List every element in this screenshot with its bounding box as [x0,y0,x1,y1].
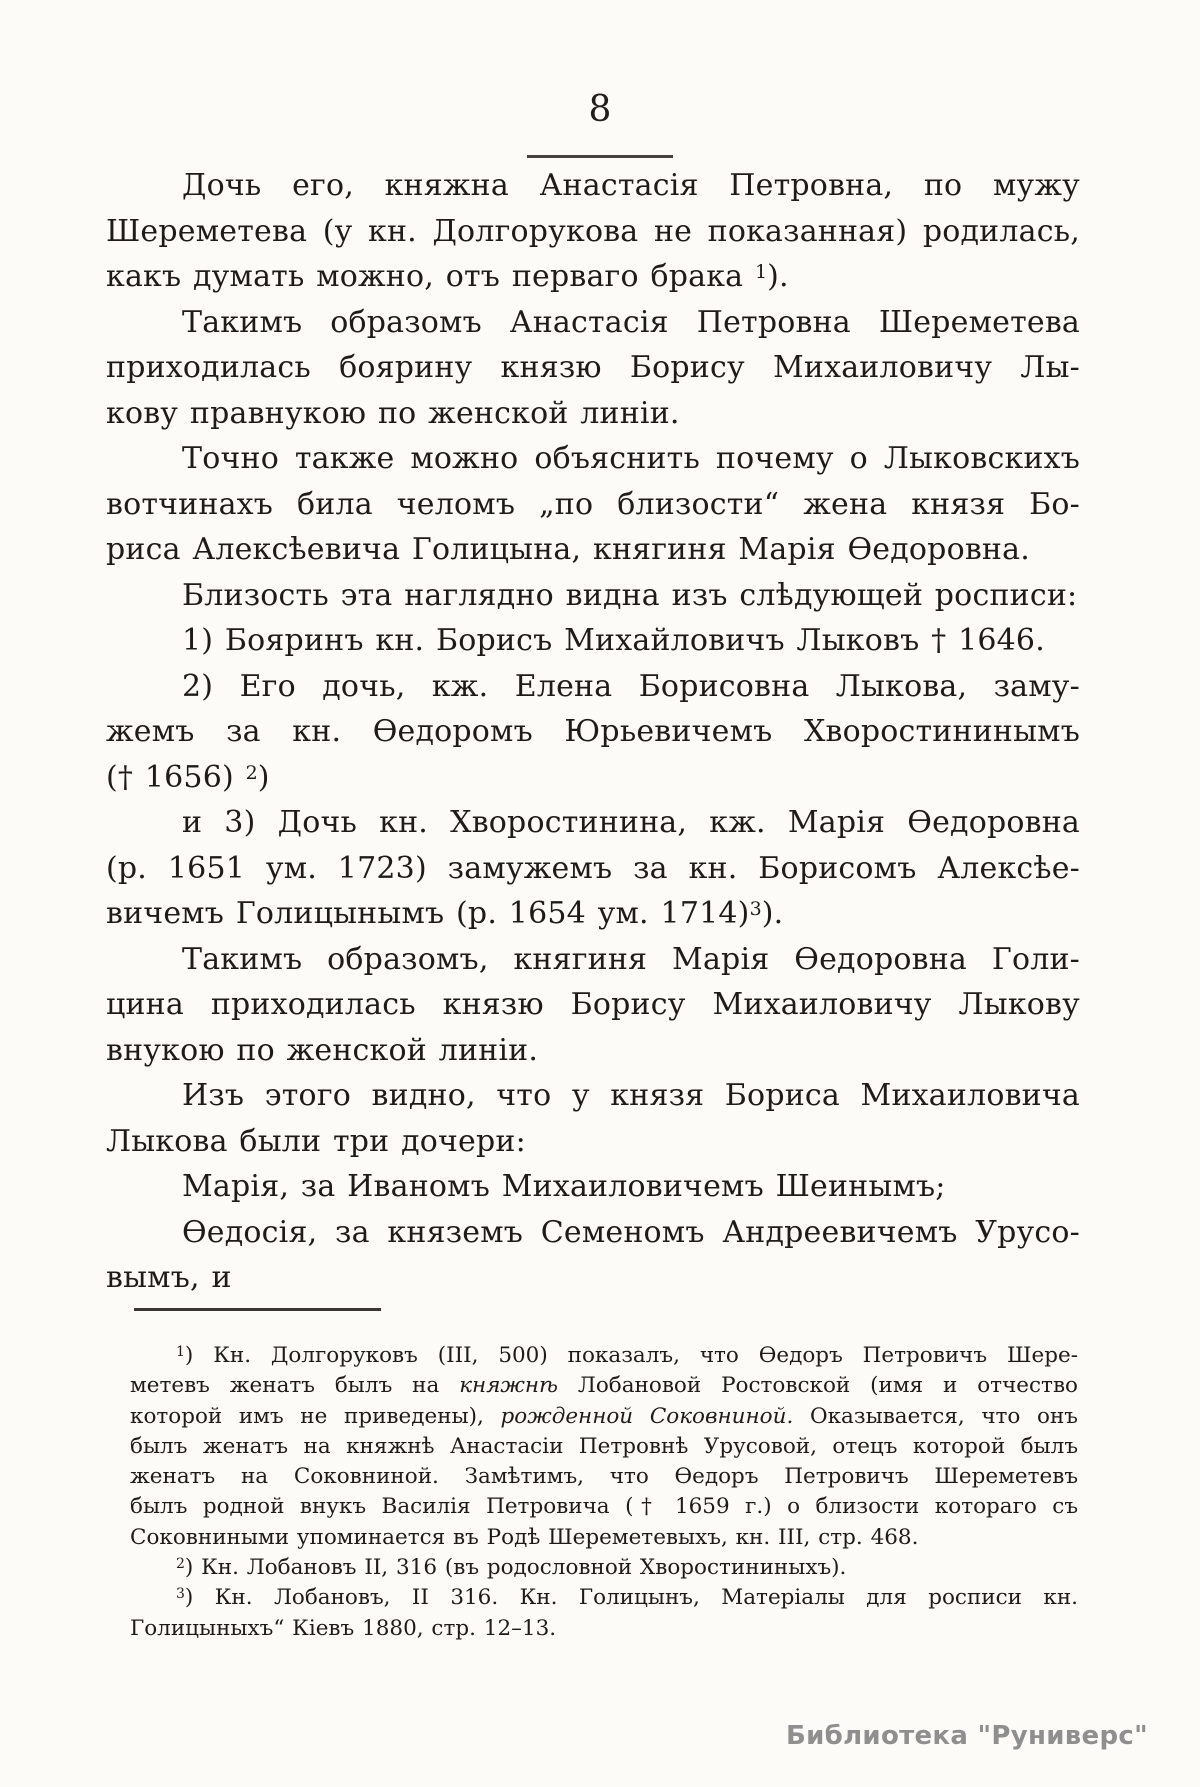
text-line [106,527,1080,573]
text-run: († 1656) [106,759,246,795]
page-number-rule [527,155,673,158]
text-line [130,1553,1078,1583]
text-run: Дочь его, княжна Анастасія Петровна, по мужу [182,168,1080,203]
footnote-marker: 1 [755,261,768,283]
text-run: жемъ за кн. Ѳедоромъ Юрьевичемъ Хворостининымъ [106,714,1080,749]
text-run: 2) Его дочь, кж. Елена Борисовна Лыкова, заму- [182,668,1080,704]
paragraph [106,1073,1080,1164]
text-line [106,573,1080,619]
footnote-marker: 1 [176,1344,185,1360]
text-line [106,1210,1080,1256]
text-run: былъ родной внукъ Василія Петровича († 1659 г.) о близости котораго съ [130,1494,1078,1520]
text-line [130,1462,1078,1492]
text-line [106,1164,1080,1210]
text-run: вичемъ Голицынымъ (р. 1654 ум. 1714) [106,896,750,931]
text-line [130,1492,1078,1522]
text-run: ) Кн. Долгоруковъ (III, 500) показалъ, что Ѳедоръ Петровичъ Шере- [184,1343,1078,1368]
text-line [106,1119,1080,1165]
text-run: приходилась боярину князю Борису Михаиловичу Лы- [106,350,1080,385]
text-run: Такимъ образомъ, княгиня Марія Ѳедоровна Голи- [182,941,1080,977]
text-line [130,1341,1078,1371]
text-run: ) Кн. Лобановъ II, 316 (въ родословной Хворостининыхъ). [184,1555,847,1581]
paragraph [106,573,1080,619]
text-line [106,709,1080,755]
text-line [130,1583,1078,1613]
paragraph [106,664,1080,801]
text-line [130,1432,1078,1462]
text-run: Марія, за Иваномъ Михаиловичемъ Шеинымъ; [182,1169,946,1204]
text-run: ). [767,259,789,294]
text-run: риса Алексѣевича Голицына, княгиня Марія Ѳедоровна. [106,532,1030,567]
text-line [130,1523,1078,1553]
text-run: ) [257,759,270,795]
text-line [106,345,1080,391]
text-run: кову правнукою по женской линіи. [106,395,680,431]
text-line [106,846,1080,892]
paragraph [106,618,1080,664]
paragraph [106,1164,1080,1210]
footnote [130,1583,1078,1644]
footnote [130,1553,1078,1583]
text-run: ) Кн. Лобановъ, II 316. Кн. Голицынъ, Матеріалы для росписи кн. [184,1585,1078,1611]
text-line [130,1371,1078,1401]
text-line [106,755,1080,801]
text-line [106,1028,1080,1074]
text-run: Изъ этого видно, что у князя Бориса Михаиловича [182,1078,1080,1113]
text-line [106,800,1080,846]
text-run: Шереметева (у кн. Долгорукова не показанная) родилась, [106,213,1080,249]
text-run: Такимъ образомъ Анастасія Петровна Шереметева [182,304,1080,340]
text-run: метевъ женатъ былъ на [130,1373,460,1399]
text-run: и 3) Дочь кн. Хворостинина, кж. Марія Ѳедоровна [182,805,1080,840]
text-run: Соковниными упоминается въ Родѣ Шереметевыхъ, кн. III, стр. 468. [130,1524,919,1550]
footnote-marker: 3 [176,1586,185,1603]
text-line [106,254,1080,300]
text-line [106,163,1080,209]
text-line [106,436,1080,482]
text-run: Ѳедосія, за княземъ Семеномъ Андреевичемъ Урусо- [182,1214,1080,1250]
text-run: какъ думать можно, отъ перваго брака [106,259,755,294]
text-line [106,300,1080,346]
text-line [106,1073,1080,1119]
text-run: которой имъ не приведены), [130,1403,501,1429]
italic-run: княжнѣ [459,1373,558,1399]
footnote-marker: 2 [245,761,258,784]
text-run: 1) Бояринъ кн. Борисъ Михайловичъ Лыковъ † 1646. [182,623,1045,658]
text-run: Лобановой Ростовской (имя и отчество [558,1373,1078,1399]
text-line [106,982,1080,1028]
text-run: (р. 1651 ум. 1723) замужемъ за кн. Борисомъ Алексѣе- [106,850,1080,886]
footnote-marker: 2 [176,1556,185,1573]
footnotes [130,1341,1078,1644]
text-line [106,391,1080,437]
text-line [130,1614,1078,1644]
text-line [106,937,1080,983]
page-number: 8 [588,89,612,130]
text-run: вотчинахъ била челомъ „по близости“ жена князя Бо- [106,486,1080,522]
paragraph [106,163,1080,300]
text-run: Близость эта наглядно видна изъ слѣдующей росписи: [182,577,1078,613]
text-line [130,1402,1078,1432]
text-line [106,891,1080,937]
text-run: внукою по женской линіи. [106,1032,539,1068]
text-run: Лыкова были три дочери: [106,1123,526,1159]
footnote-marker: 3 [749,898,762,920]
text-line [106,1255,1080,1301]
text-run: Точно также можно объяснить почему о Лыковскихъ [182,441,1080,476]
footnote-separator-rule [134,1308,381,1311]
paragraph [106,800,1080,937]
paragraph [106,937,1080,1074]
text-run: цина приходилась князю Борису Михаиловичу Лыкову [106,987,1080,1022]
text-line [106,618,1080,664]
main-text [106,163,1080,1301]
text-run: Голицыныхъ“ Кіевъ 1880, стр. 12–13. [130,1615,557,1641]
paragraph [106,1210,1080,1301]
paragraph [106,436,1080,573]
text-run: Оказывается, что онъ [793,1403,1078,1429]
text-line [106,209,1080,255]
paragraph [106,300,1080,437]
text-run: ). [761,896,784,931]
text-run: женатъ на Соковниной. Замѣтимъ, что Ѳедоръ Петровичъ Шереметевъ [130,1464,1078,1490]
text-line [106,664,1080,710]
text-line [106,482,1080,528]
text-run: былъ женатъ на княжнѣ Анастасіи Петровнѣ Урусовой, отецъ которой былъ [130,1433,1078,1459]
library-watermark: Библиотека "Руниверс" [786,1721,1148,1751]
footnote [130,1341,1078,1553]
text-run: вымъ, и [106,1260,232,1295]
italic-run: рожденной Соковниной. [500,1403,794,1429]
